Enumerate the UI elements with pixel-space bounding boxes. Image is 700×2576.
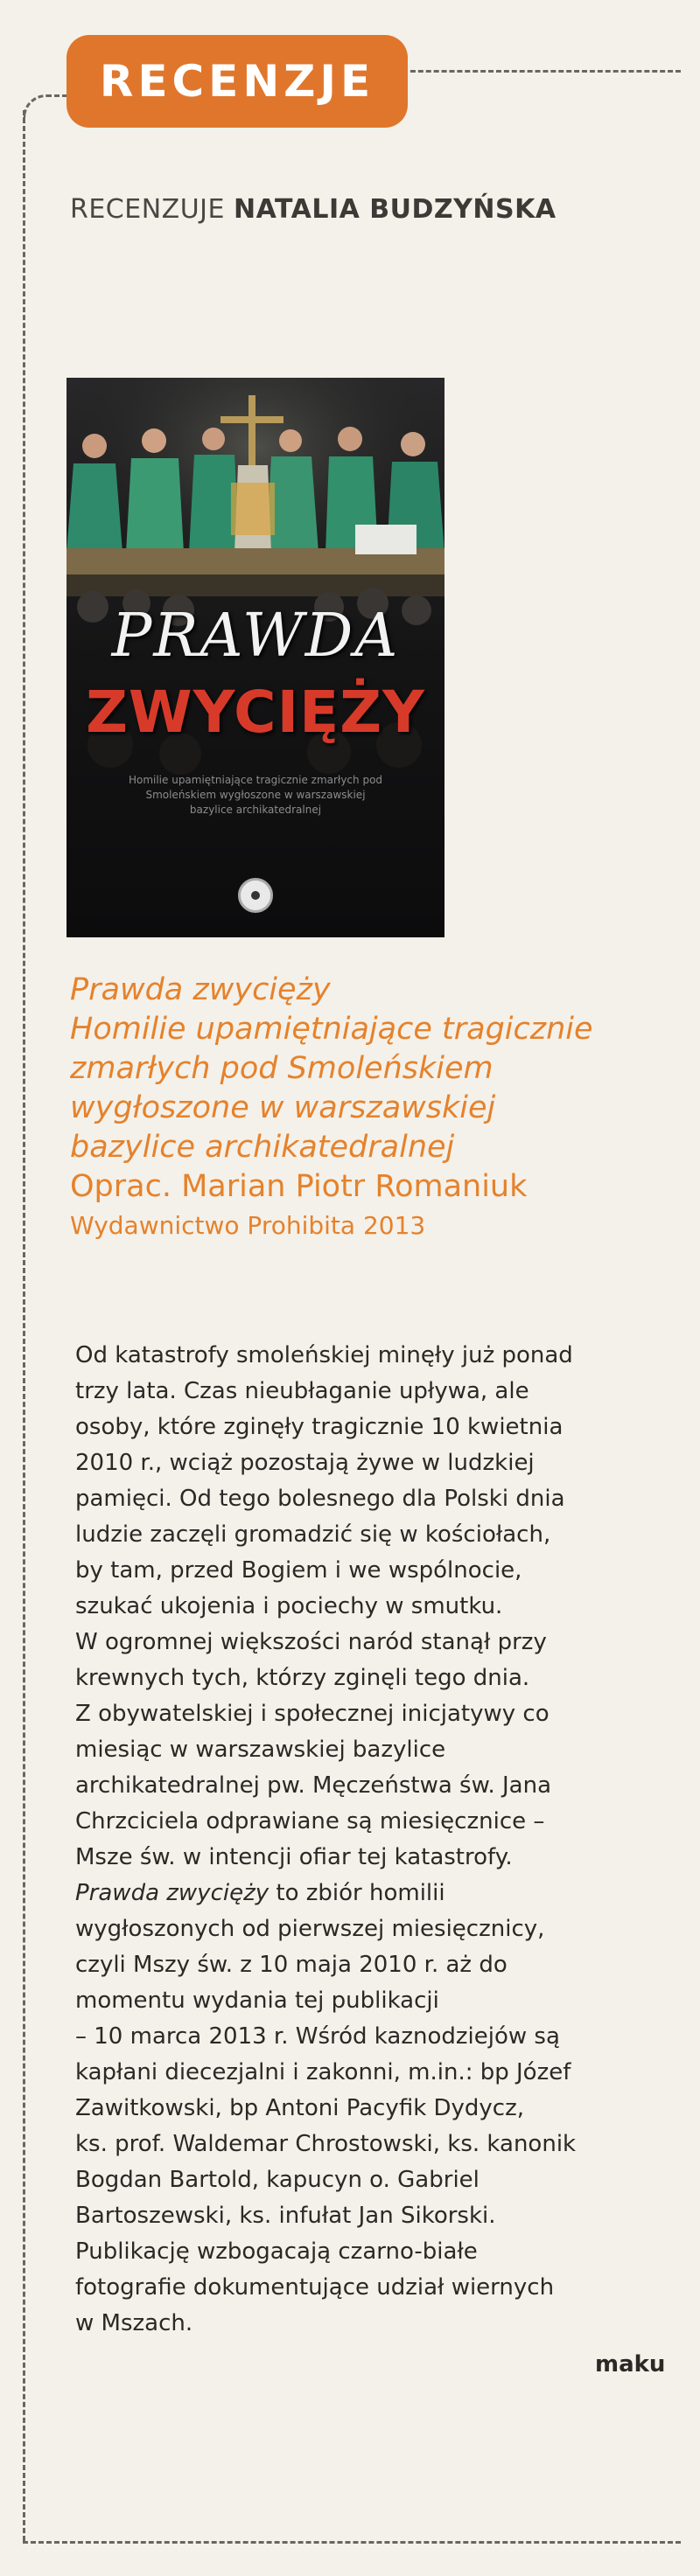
book-editor: Oprac. Marian Piotr Romaniuk bbox=[70, 1169, 528, 1204]
cover-title-line2: ZWYCIĘŻY bbox=[86, 679, 425, 746]
review-line: Publikację wzbogacają czarno-białe bbox=[75, 2238, 478, 2265]
review-body bbox=[75, 1338, 679, 2342]
review-line: Msze św. w intencji ofiar tej katastrofy. bbox=[75, 1844, 513, 1870]
review-line: W ogromnej większości naród stanął przy bbox=[75, 1629, 547, 1655]
review-line: ks. prof. Waldemar Chrostowski, ks. kanonik bbox=[75, 2131, 577, 2157]
frame-corner bbox=[23, 94, 69, 118]
review-line: momentu wydania tej publikacji bbox=[75, 1988, 439, 2014]
review-line: czyli Mszy św. z 10 maja 2010 r. aż do bbox=[75, 1952, 508, 1978]
review-line: 2010 r., wciąż pozostają żywe w ludzkiej bbox=[75, 1450, 535, 1476]
review-line: by tam, przed Bogiem i we wspólnocie, bbox=[75, 1557, 522, 1584]
review-line: miesiąc w warszawskiej bazylice bbox=[75, 1737, 446, 1763]
byline-prefix: RECENZUJE bbox=[70, 194, 225, 225]
book-subtitle-line: wygłoszone w warszawskiej bbox=[70, 1090, 496, 1125]
frame-bottom-border bbox=[23, 2541, 681, 2544]
byline-author: NATALIA BUDZYŃSKA bbox=[234, 194, 556, 225]
review-line: krewnych tych, którzy zginęli tego dnia. bbox=[75, 1665, 530, 1691]
book-publisher: Wydawnictwo Prohibita 2013 bbox=[70, 1211, 426, 1240]
review-line: Chrzciciela odprawiane są miesięcznice – bbox=[75, 1808, 545, 1835]
review-line: kapłani diecezjalni i zakonni, m.in.: bp Józef bbox=[75, 2059, 571, 2085]
review-line: Bartoszewski, ks. infułat Jan Sikorski. bbox=[75, 2203, 496, 2229]
frame-top-border bbox=[402, 70, 681, 73]
cover-subtitle: Homilie upamiętniające tragicznie zmarłych pod Smoleńskiem wygłoszone w warszawskiej bazylice archikatedralnej bbox=[128, 774, 383, 816]
section-tag: RECENZJE bbox=[66, 35, 408, 128]
review-line: pamięci. Od tego bolesnego dla Polski dnia bbox=[75, 1486, 565, 1512]
review-line: osoby, które zginęły tragicznie 10 kwietnia bbox=[75, 1414, 564, 1440]
book-subtitle-line: bazylice archikatedralnej bbox=[70, 1130, 455, 1165]
book-title: Prawda zwycięży bbox=[70, 972, 331, 1007]
byline bbox=[70, 194, 556, 225]
book-subtitle-line: Homilie upamiętniające tragicznie bbox=[70, 1012, 593, 1047]
book-subtitle-line: zmarłych pod Smoleńskiem bbox=[70, 1051, 494, 1086]
publisher-logo-icon bbox=[238, 878, 273, 913]
frame-left-border bbox=[23, 110, 25, 2541]
review-line-with-title bbox=[75, 1876, 679, 1911]
review-line: fotografie dokumentujące udział wiernych bbox=[75, 2274, 555, 2301]
review-line: w Mszach. bbox=[75, 2310, 193, 2336]
review-line: Bogdan Bartold, kapucyn o. Gabriel bbox=[75, 2167, 480, 2193]
cover-title-line1: PRAWDA bbox=[111, 602, 400, 671]
review-line: szukać ukojenia i pociechy w smutku. bbox=[75, 1593, 503, 1619]
review-italic-book-title: Prawda zwycięży bbox=[75, 1880, 270, 1906]
book-info bbox=[70, 971, 674, 1245]
book-cover bbox=[66, 378, 444, 937]
review-line: archikatedralnej pw. Męczeństwa św. Jana bbox=[75, 1772, 552, 1799]
review-line: ludzie zaczęli gromadzić się w kościołach, bbox=[75, 1521, 551, 1548]
review-signature: maku bbox=[595, 2351, 666, 2378]
review-line: trzy lata. Czas nieubłaganie upływa, ale bbox=[75, 1378, 529, 1404]
review-line: wygłoszonych od pierwszej miesięcznicy, bbox=[75, 1916, 545, 1942]
review-line-rest: to zbiór homilii bbox=[269, 1880, 445, 1906]
review-line: Od katastrofy smoleńskiej minęły już ponad bbox=[75, 1342, 573, 1368]
review-line: – 10 marca 2013 r. Wśród kaznodziejów są bbox=[75, 2023, 560, 2050]
review-line: Z obywatelskiej i społecznej inicjatywy co bbox=[75, 1701, 550, 1727]
review-line: Zawitkowski, bp Antoni Pacyfik Dydycz, bbox=[75, 2095, 525, 2121]
